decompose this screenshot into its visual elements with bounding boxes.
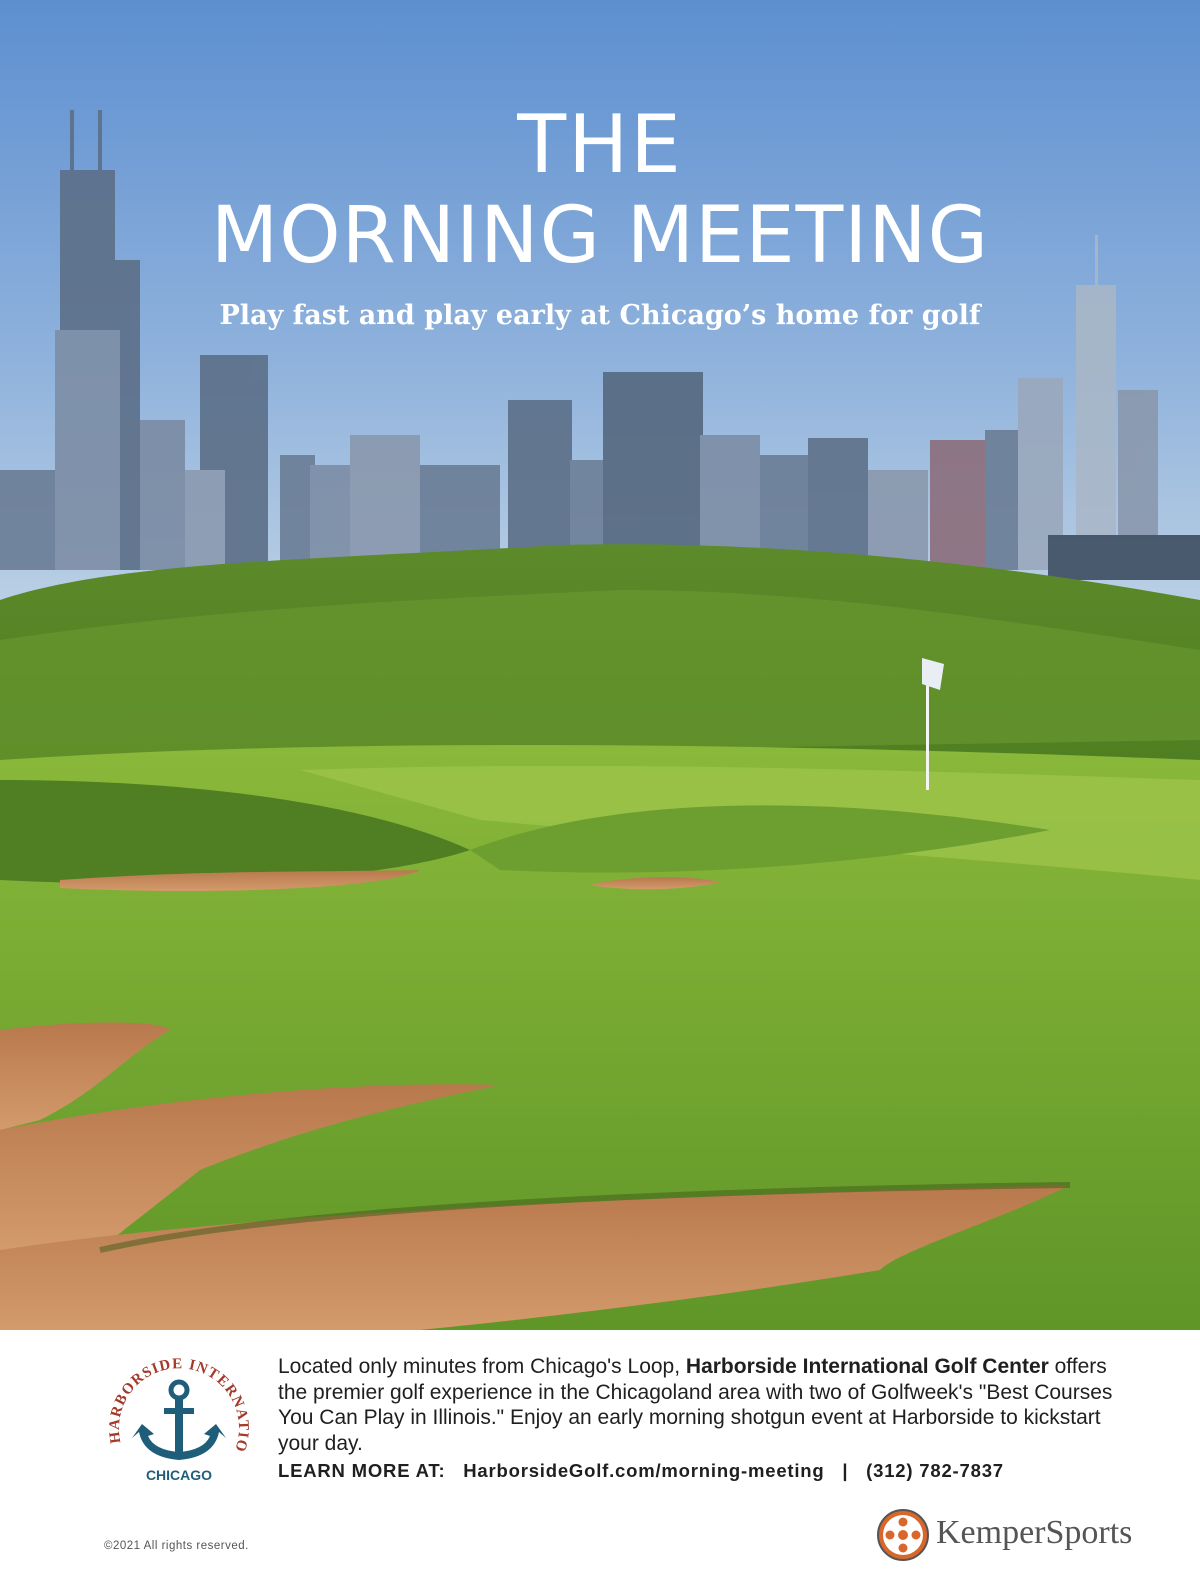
copyright-notice: ©2021 All rights reserved. xyxy=(104,1540,249,1552)
description-paragraph xyxy=(278,1354,1138,1456)
subheadline: Play fast and play early at Chicago’s home for golf xyxy=(219,300,981,331)
kempersports-emblem-icon xyxy=(876,1508,930,1562)
headline-line-2: MORNING MEETING xyxy=(210,191,990,281)
headline-line-1: THE xyxy=(517,98,683,191)
description-intro: Located only minutes from Chicago's Loop, xyxy=(278,1355,686,1378)
headline xyxy=(0,100,1200,282)
description-rest: offers the premier golf experience in the Chicagoland area with two of Golfweek's "Best Courses You Can Play in Illinois." Enjoy an early morning shotgun event at Harborside to kickstart your day. xyxy=(278,1355,1113,1455)
learn-more-label: LEARN MORE AT: xyxy=(278,1460,446,1481)
harborside-logo xyxy=(104,1352,254,1492)
phone-number[interactable]: (312) 782-7837 xyxy=(866,1460,1004,1481)
harborside-logo-image xyxy=(104,1352,254,1492)
footer-panel xyxy=(0,1330,1200,1575)
learn-more-link[interactable]: HarborsideGolf.com/morning-meeting xyxy=(463,1460,825,1481)
description-venue-name: Harborside International Golf Center xyxy=(685,1355,1049,1378)
svg-text:HARBORSIDE INTERNATIONAL: HARBORSIDE INTERNATIO xyxy=(106,1356,252,1455)
separator: | xyxy=(842,1460,849,1481)
learn-more-line xyxy=(278,1460,1004,1482)
anchor-icon xyxy=(132,1382,226,1460)
kempersports-wordmark: KemperSports xyxy=(936,1514,1133,1551)
logo-city: CHICAGO xyxy=(145,1467,213,1483)
kempersports-logo xyxy=(876,1508,1136,1564)
